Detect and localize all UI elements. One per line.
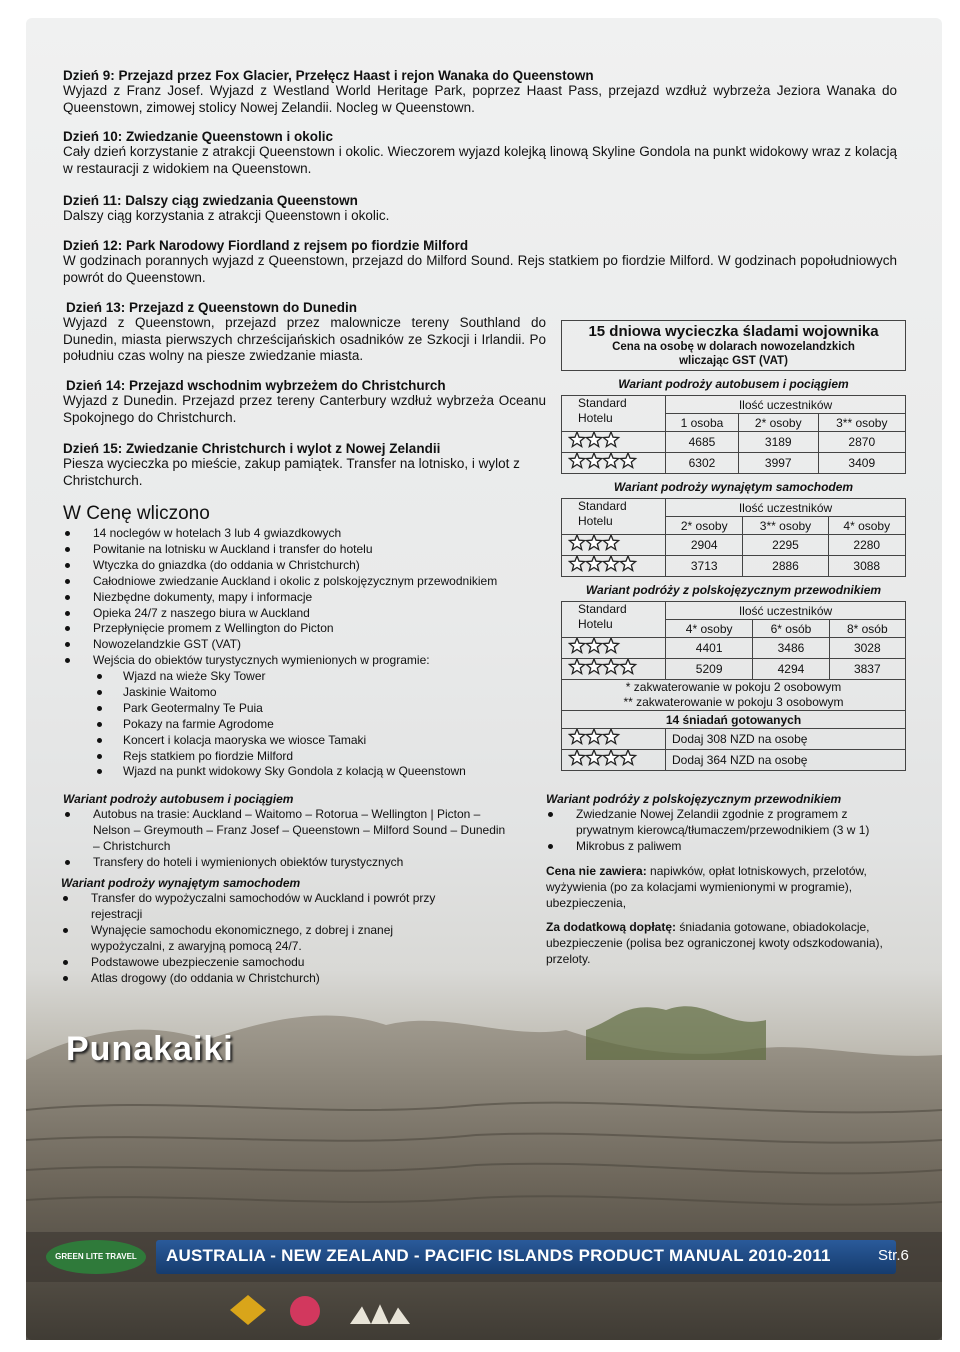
variant-car-title: Wariant podroży wynajętym samochodem bbox=[61, 876, 301, 890]
std-label-1: Standard bbox=[578, 396, 627, 410]
price-cell: 2295 bbox=[743, 535, 828, 556]
list-item: Całodniowe zwiedzanie Auckland i okolic z polskojęzycznym przewodnikiem bbox=[63, 574, 553, 590]
price-cell: 3088 bbox=[828, 556, 905, 577]
price-table-bus bbox=[561, 395, 906, 474]
day9-block bbox=[63, 68, 897, 116]
price-box-subtitle-2: wliczając GST (VAT) bbox=[679, 355, 788, 367]
flower-icon bbox=[290, 1296, 320, 1326]
extra-payment-label: Za dodatkową dopłatę: bbox=[546, 920, 677, 934]
std-label-2: Hotelu bbox=[578, 617, 613, 631]
extra-payment-text: śniadania gotowane, obiadokolacje, ubezpieczenie (polisa bez ograniczonej kwoty odszkodowania), przeloty. bbox=[546, 920, 883, 966]
price-box-title: 15 dniowa wycieczka śladami wojownika bbox=[561, 320, 906, 340]
opera-house-icon bbox=[350, 1302, 410, 1324]
breakfast-title: 14 śniadań gotowanych bbox=[562, 711, 906, 729]
column-header: 3** osoby bbox=[743, 517, 828, 535]
day15-title: Dzień 15: Zwiedzanie Christchurch i wylot z Nowej Zelandii bbox=[63, 441, 441, 456]
four-stars-icon bbox=[562, 750, 666, 771]
three-stars-icon bbox=[562, 535, 666, 556]
day14-text: Wyjazd z Dunedin. Przejazd przez tereny Canterbury wzdłuż wybrzeża Oceanu Spokojnego do Christchurch. bbox=[63, 393, 546, 425]
list-item: Transfer do wypożyczalni samochodów w Auckland i powrót przy rejestracji bbox=[61, 891, 461, 923]
day15-text: Piesza wycieczka po mieście, zakup pamiątek. Transfer na lotnisko, i wylot z Christchurch. bbox=[63, 456, 520, 488]
column-header: 2* osoby bbox=[666, 517, 743, 535]
column-header: 6* osób bbox=[753, 620, 829, 638]
price-table-car bbox=[561, 498, 906, 577]
note-2: ** zakwaterowanie w pokoju 3 osobowym bbox=[562, 695, 906, 711]
variant-bus-block bbox=[63, 791, 533, 871]
price-cell: 3409 bbox=[818, 453, 905, 474]
photo-caption: Punakaiki bbox=[66, 1030, 234, 1068]
std-label bbox=[562, 602, 666, 638]
table-row bbox=[562, 432, 906, 453]
variant-guide-title: Wariant podróży z polskojęzycznym przewodnikiem bbox=[546, 792, 842, 806]
variant-guide-list bbox=[546, 807, 901, 855]
list-item: Rejs statkiem po fiordzie Milford bbox=[63, 749, 553, 765]
list-item: Powitanie na lotnisku w Auckland i transfer do hotelu bbox=[63, 542, 553, 558]
price-box bbox=[561, 320, 906, 771]
column-header: 3** osoby bbox=[818, 414, 905, 432]
price-cell: 3837 bbox=[829, 659, 905, 680]
price-cell: 2870 bbox=[818, 432, 905, 453]
included-title: W Cenę wliczono bbox=[63, 503, 210, 524]
count-label: Ilość uczestników bbox=[666, 499, 906, 517]
list-item: Przepłynięcie promem z Wellington do Picton bbox=[63, 621, 553, 637]
std-label bbox=[562, 499, 666, 535]
day10-title: Dzień 10: Zwiedzanie Queenstown i okolic bbox=[63, 129, 334, 144]
variant-car-block bbox=[61, 875, 461, 986]
note-1: * zakwaterowanie w pokoju 2 osobowym bbox=[562, 680, 906, 696]
list-item: Niezbędne dokumenty, mapy i informacje bbox=[63, 590, 553, 606]
price-table-guide bbox=[561, 601, 906, 771]
not-included-label: Cena nie zawiera: bbox=[546, 864, 647, 878]
variant-bus-title: Wariant podroży autobusem i pociągiem bbox=[63, 792, 294, 806]
footer-banner bbox=[26, 1232, 942, 1282]
count-label: Ilość uczestników bbox=[666, 396, 906, 414]
table-row bbox=[562, 535, 906, 556]
list-item: 14 noclegów w hotelach 3 lub 4 gwiazdkowych bbox=[63, 526, 553, 542]
kangaroo-sign-icon bbox=[230, 1295, 266, 1325]
day13-block bbox=[63, 300, 546, 365]
price-cell: 4685 bbox=[666, 432, 739, 453]
price-cell: 3028 bbox=[829, 638, 905, 659]
list-item: Atlas drogowy (do oddania w Christchurch) bbox=[61, 971, 461, 987]
company-logo: GREEN LITE TRAVEL bbox=[46, 1240, 146, 1274]
column-header: 4* osoby bbox=[666, 620, 753, 638]
list-item: Wejścia do obiektów turystycznych wymienionych w programie: bbox=[63, 653, 553, 669]
list-item: Wjazd na wieże Sky Tower bbox=[63, 669, 553, 685]
list-item: Wjazd na punkt widokowy Sky Gondola z kolacją w Queenstown bbox=[63, 764, 553, 780]
price-guide-title: Wariant podróży z polskojęzycznym przewodnikiem bbox=[585, 583, 882, 597]
table-row bbox=[562, 750, 906, 771]
extra-payment bbox=[546, 919, 901, 967]
list-item: Park Geotermalny Te Puia bbox=[63, 701, 553, 717]
day15-block bbox=[63, 441, 523, 489]
column-header: 4* osoby bbox=[828, 517, 905, 535]
price-cell: 3486 bbox=[753, 638, 829, 659]
price-cell: 2280 bbox=[828, 535, 905, 556]
day10-block bbox=[63, 129, 897, 177]
price-cell: 3713 bbox=[666, 556, 743, 577]
table-row bbox=[562, 556, 906, 577]
list-item: Podstawowe ubezpieczenie samochodu bbox=[61, 955, 461, 971]
list-item: Jaskinie Waitomo bbox=[63, 685, 553, 701]
price-bus-title: Wariant podroży autobusem i pociągiem bbox=[618, 377, 849, 391]
price-car-title: Wariant podroży wynajętym samochodem bbox=[613, 480, 854, 494]
price-cell: 2886 bbox=[743, 556, 828, 577]
price-cell: 3997 bbox=[738, 453, 818, 474]
list-item: Nowozelandzkie GST (VAT) bbox=[63, 637, 553, 653]
list-item: Koncert i kolacja maoryska we wiosce Tamaki bbox=[63, 733, 553, 749]
day12-title: Dzień 12: Park Narodowy Fiordland z rejsem po fiordzie Milford bbox=[63, 238, 469, 253]
four-stars-icon bbox=[562, 556, 666, 577]
std-label-2: Hotelu bbox=[578, 514, 613, 528]
price-cell: 3189 bbox=[738, 432, 818, 453]
four-stars-icon bbox=[562, 453, 666, 474]
breakfast-price: Dodaj 364 NZD na osobę bbox=[666, 750, 906, 771]
three-stars-icon bbox=[562, 729, 666, 750]
variant-car-list bbox=[61, 891, 461, 986]
day9-text: Wyjazd z Franz Josef. Wyjazd z Westland World Heritage Park, poprzez Haast Pass, przejazd wzdłuż wybrzeża Jeziora Wanaka do Queenstown, zimowej stolicy Nowej Zelandii. Nocleg w Queenstown. bbox=[63, 83, 897, 115]
table-row bbox=[562, 453, 906, 474]
day13-title: Dzień 13: Przejazd z Queenstown do Dunedin bbox=[66, 300, 358, 315]
price-cell: 4294 bbox=[753, 659, 829, 680]
page-number: Str.6 bbox=[878, 1247, 909, 1264]
table-row bbox=[562, 729, 906, 750]
not-included bbox=[546, 863, 901, 911]
included-sublist bbox=[63, 669, 553, 780]
list-item: Wynajęcie samochodu ekonomicznego, z dobrej i znanej wypożyczalni, z awaryjną pomocą 24/7. bbox=[61, 923, 461, 955]
column-header: 2* osoby bbox=[738, 414, 818, 432]
list-item: Zwiedzanie Nowej Zelandii zgodnie z programem z prywatnym kierowcą/tłumaczem/przewodnikiem (3 w 1) bbox=[546, 807, 901, 839]
list-item: Mikrobus z paliwem bbox=[546, 839, 901, 855]
included-list bbox=[63, 526, 553, 669]
day11-title: Dzień 11: Dalszy ciąg zwiedzania Queenstown bbox=[63, 193, 358, 208]
day12-text: W godzinach porannych wyjazd z Queenstown, przejazd do Milford Sound. Rejs statkiem po fiordzie Milford. W godzinach popołudniowych powrót do Queenstown. bbox=[63, 253, 897, 285]
day12-block bbox=[63, 238, 897, 286]
day11-text: Dalszy ciąg korzystania z atrakcji Queenstown i okolic. bbox=[63, 208, 390, 223]
count-label: Ilość uczestników bbox=[666, 602, 906, 620]
day13-text: Wyjazd z Queenstown, przejazd przez malownicze tereny Southland do Dunedin, miasta pierwszych chrześcijańskich osadników ze Szkocji i Irlandii. Po południu czas wolny na piesze zwiedzanie miasta. bbox=[63, 315, 546, 363]
column-header: 8* osób bbox=[829, 620, 905, 638]
day14-title: Dzień 14: Przejazd wschodnim wybrzeżem do Christchurch bbox=[66, 378, 446, 393]
table-row bbox=[562, 638, 906, 659]
price-cell: 5209 bbox=[666, 659, 753, 680]
std-label bbox=[562, 396, 666, 432]
price-box-subtitle-1: Cena na osobę w dolarach nowozelandzkich bbox=[612, 341, 855, 353]
variant-bus-list bbox=[63, 807, 533, 871]
three-stars-icon bbox=[562, 432, 666, 453]
std-label-1: Standard bbox=[578, 602, 627, 616]
day14-block bbox=[63, 378, 546, 426]
std-label-1: Standard bbox=[578, 499, 627, 513]
price-cell: 2904 bbox=[666, 535, 743, 556]
breakfast-price: Dodaj 308 NZD na osobę bbox=[666, 729, 906, 750]
price-cell: 4401 bbox=[666, 638, 753, 659]
price-box-subtitle bbox=[561, 340, 906, 371]
list-item: Opieka 24/7 z naszego biura w Auckland bbox=[63, 606, 553, 622]
column-header: 1 osoba bbox=[666, 414, 739, 432]
four-stars-icon bbox=[562, 659, 666, 680]
price-cell: 6302 bbox=[666, 453, 739, 474]
three-stars-icon bbox=[562, 638, 666, 659]
list-item: Pokazy na farmie Agrodome bbox=[63, 717, 553, 733]
day11-block bbox=[63, 193, 897, 225]
footer-decor bbox=[230, 1290, 450, 1330]
table-row bbox=[562, 659, 906, 680]
not-included-text: napiwków, opłat lotniskowych, przelotów, wyżywienia (po za kolacjami wymienionymi w programie), ubezpieczenia, bbox=[546, 864, 867, 910]
day9-title: Dzień 9: Przejazd przez Fox Glacier, Przełęcz Haast i rejon Wanaka do Queenstown bbox=[63, 68, 594, 83]
list-item: Wtyczka do gniazdka (do oddania w Christchurch) bbox=[63, 558, 553, 574]
day10-text: Cały dzień korzystanie z atrakcji Queenstown i okolic. Wieczorem wyjazd kolejką linową Skyline Gondola na punkt widokowy wraz z kolacją w restauracji z widokiem na Queenstown. bbox=[63, 144, 897, 176]
list-item: Transfery do hoteli i wymienionych obiektów turystycznych bbox=[63, 855, 533, 871]
banner-text: AUSTRALIA - NEW ZEALAND - PACIFIC ISLANDS PRODUCT MANUAL 2010-2011 bbox=[166, 1246, 831, 1265]
list-item: Autobus na trasie: Auckland – Waitomo – Rotorua – Wellington | Picton – Nelson – Greymouth – Franz Josef – Queenstown – Milford Sound – Dunedin – Christchurch bbox=[63, 807, 533, 855]
std-label-2: Hotelu bbox=[578, 411, 613, 425]
variant-guide-block bbox=[546, 791, 901, 855]
